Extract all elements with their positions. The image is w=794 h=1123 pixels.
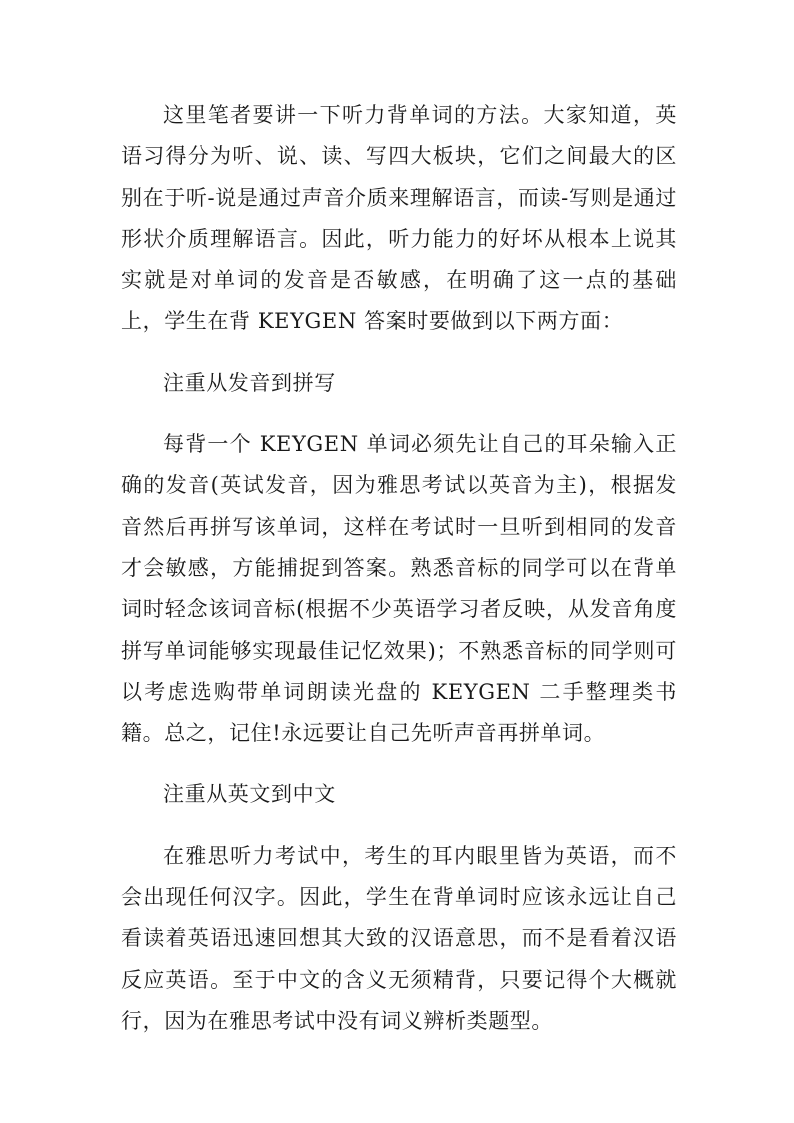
section-heading-pronunciation: 注重从发音到拼写	[163, 370, 336, 395]
english-chinese-paragraph: 在雅思听力考试中，考生的耳内眼里皆为英语，而不会出现任何汉字。因此，学生在背单词时应该永远让自己看读着英语迅速回想其大致的汉语意思，而不是看着汉语反应英语。至于中文的含义无须精背，只要记得个大概就行，因为在雅思考试中没有词义辨析类题型。	[121, 843, 677, 1033]
intro-paragraph: 这里笔者要讲一下听力背单词的方法。大家知道，英语习得分为听、说、读、写四大板块，它们之间最大的区别在于听-说是通过声音介质来理解语言，而读-写则是通过形状介质理解语言。因此，听力能力的好坏从根本上说其实就是对单词的发音是否敏感，在明确了这一点的基础上，学生在背 KEYGEN 答案时要做到以下两方面：	[121, 103, 677, 334]
pronunciation-paragraph: 每背一个 KEYGEN 单词必须先让自己的耳朵输入正确的发音(英试发音，因为雅思考试以英音为主)，根据发音然后再拼写该单词，这样在考试时一旦听到相同的发音才会敏感，方能捕捉到答案。熟悉音标的同学可以在背单词时轻念该词音标(根据不少英语学习者反映，从发音角度拼写单词能够实现最佳记忆效果)；不熟悉音标的同学则可以考虑选购带单词朗读光盘的 KEYGEN 二手整理类书籍。总之，记住!永远要让自己先听声音再拼单词。	[121, 432, 677, 746]
document-body	[121, 95, 677, 1042]
section-heading-english-chinese: 注重从英文到中文	[163, 782, 336, 807]
